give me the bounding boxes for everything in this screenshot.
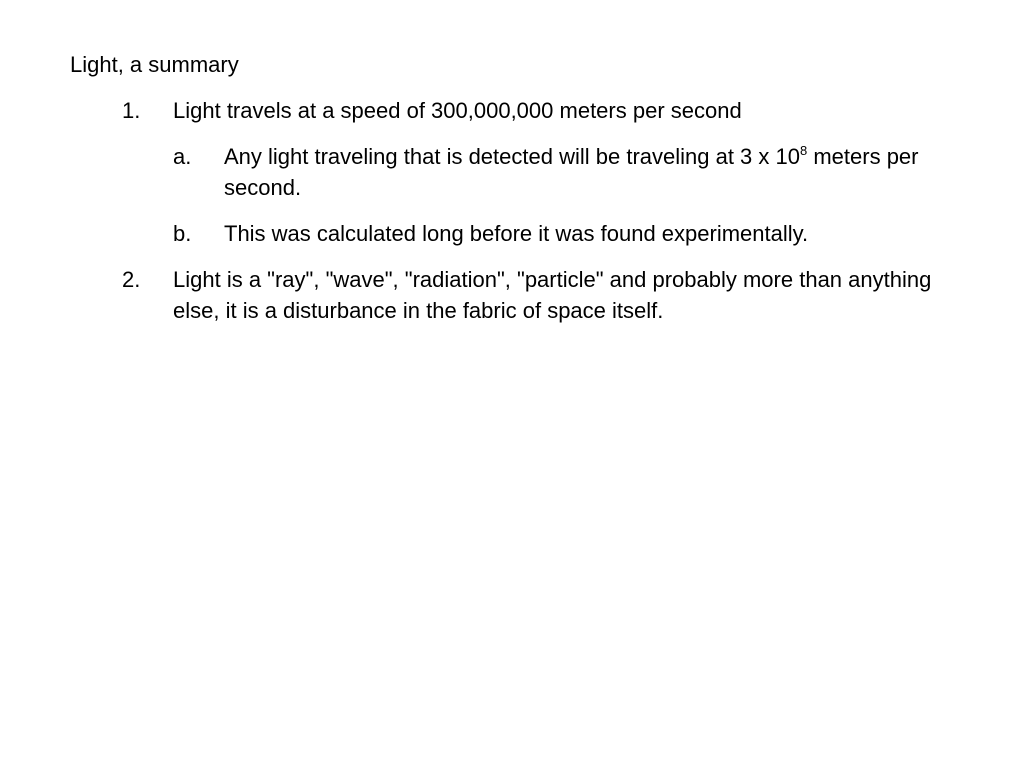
sub-item-1b-text: This was calculated long before it was found experimentally.	[224, 221, 809, 246]
sub-item-1a-text-after: meters per second.	[224, 144, 919, 200]
sub-item-1b	[173, 218, 973, 249]
list-marker-2: 2.	[122, 267, 141, 292]
sub-item-1a-text-before: Any light traveling that is detected will be traveling at 3 x 10	[224, 144, 800, 169]
sub-marker-1a: a.	[173, 144, 192, 169]
list-item-1	[122, 95, 982, 126]
exponent: 8	[800, 143, 808, 158]
sub-item-1a	[173, 141, 973, 203]
list-marker-1: 1.	[122, 98, 141, 123]
list-item-2-text: Light is a "ray", "wave", "radiation", "particle" and probably more than anything else, it is a disturbance in the fabric of space itself.	[173, 267, 932, 323]
list-item-2	[122, 264, 982, 326]
sub-marker-1b: b.	[173, 221, 192, 246]
list-item-1-text: Light travels at a speed of 300,000,000 meters per second	[173, 98, 742, 123]
slide-title: Light, a summary	[70, 52, 239, 77]
sub-item-1a-text	[224, 141, 973, 203]
